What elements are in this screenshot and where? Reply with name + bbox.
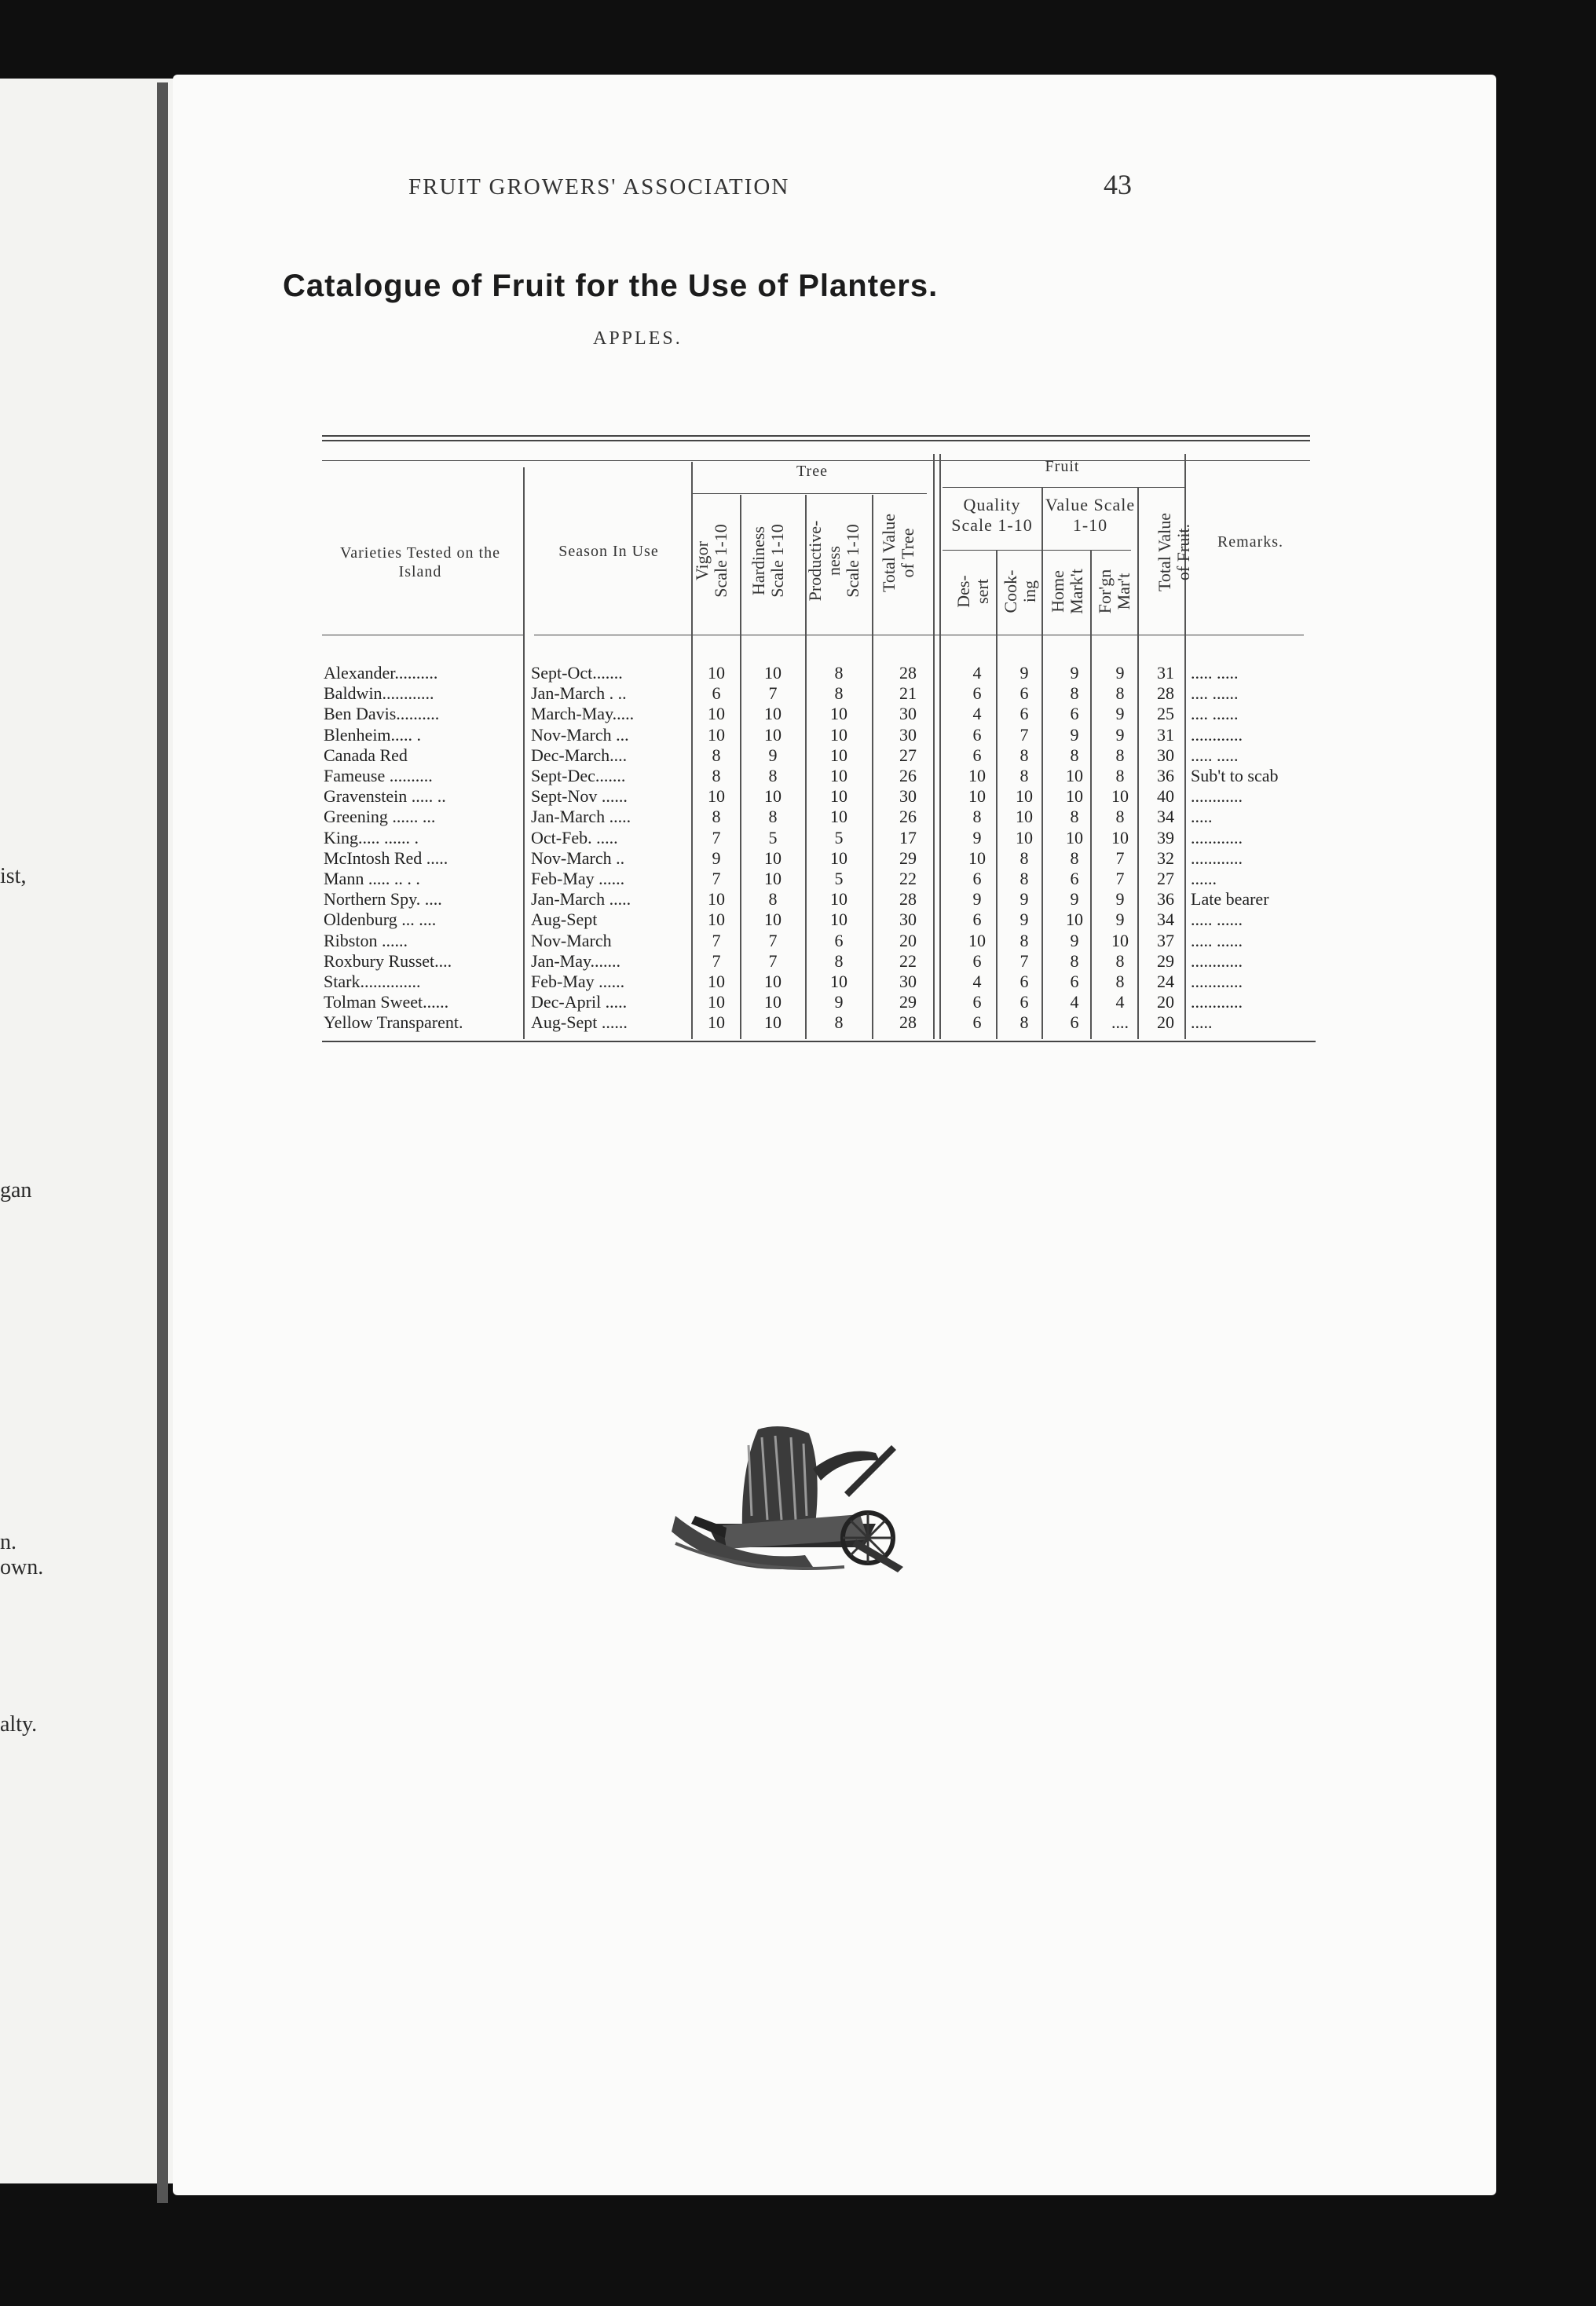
cell-variety: Fameuse ..........: [324, 766, 433, 785]
column-divider: [740, 495, 741, 1039]
cell-foreign: 4: [1115, 992, 1125, 1012]
cell-season: Jan-March .....: [531, 889, 631, 910]
page-gutter: [157, 82, 168, 2203]
cell-dessert: 6: [972, 745, 982, 765]
cell-remarks: ............: [1191, 786, 1243, 807]
cell-remarks: ............: [1191, 827, 1243, 847]
cell-productiveness: 10: [830, 786, 847, 807]
cell-total-tree: 28: [899, 663, 917, 683]
cell-dessert: 10: [968, 847, 986, 868]
cell-dessert: 6: [972, 1012, 982, 1033]
cell-total-fruit: 29: [1157, 950, 1174, 971]
productiveness-column-header: Productive- ness Scale 1-10: [805, 520, 862, 602]
cell-foreign: ....: [1111, 1012, 1129, 1033]
cell-total-fruit: 30: [1157, 745, 1174, 765]
cell-total-tree: 30: [899, 910, 917, 930]
cell-home: 8: [1070, 807, 1079, 827]
cell-remarks: ......: [1191, 869, 1217, 888]
cell-home: 8: [1070, 847, 1079, 868]
cell-productiveness: 9: [834, 992, 844, 1012]
cell-cooking: 9: [1019, 910, 1029, 930]
cell-productiveness: 8: [834, 1012, 844, 1033]
cell-home: 9: [1070, 889, 1079, 910]
cell-total-tree: 30: [899, 704, 917, 724]
cell-remarks: ............: [1191, 847, 1243, 868]
cell-productiveness: 10: [830, 889, 847, 910]
cell-home: 8: [1070, 683, 1079, 704]
cell-productiveness: 10: [830, 724, 847, 745]
cell-home: 10: [1066, 786, 1083, 807]
cell-dessert: 4: [972, 663, 982, 683]
cell-cooking: 9: [1019, 889, 1029, 910]
cell-cooking: 10: [1016, 807, 1033, 827]
cell-dessert: 8: [972, 807, 982, 827]
cell-vigor: 7: [712, 869, 721, 888]
cell-cooking: 6: [1019, 972, 1029, 991]
cell-total-fruit: 20: [1157, 1012, 1174, 1033]
cell-remarks: ..... .....: [1191, 745, 1239, 765]
cell-hardiness: 8: [768, 807, 778, 827]
cell-vigor: 10: [708, 992, 725, 1012]
cell-total-fruit: 37: [1157, 930, 1174, 950]
home-market-column-header: Home Mark't: [1048, 569, 1086, 614]
total-fruit-column-header: Total Value of Fruit.: [1155, 512, 1193, 592]
cell-total-fruit: 24: [1157, 972, 1174, 991]
wheelbarrow-harvest-vignette-icon: [546, 1422, 939, 1583]
season-column-header: Season In Use: [558, 543, 659, 560]
cell-productiveness: 10: [830, 972, 847, 991]
cell-foreign: 9: [1115, 724, 1125, 745]
cell-variety: King..... ...... .: [324, 827, 419, 847]
cell-dessert: 6: [972, 910, 982, 930]
cell-remarks: ..... ......: [1191, 910, 1243, 930]
cell-hardiness: 10: [764, 910, 782, 930]
cell-total-fruit: 27: [1157, 869, 1174, 888]
cell-productiveness: 10: [830, 807, 847, 827]
cell-total-fruit: 40: [1157, 786, 1174, 807]
cell-total-tree: 30: [899, 724, 917, 745]
cell-dessert: 6: [972, 683, 982, 704]
column-divider: [872, 495, 873, 1039]
cell-total-fruit: 31: [1157, 724, 1174, 745]
cell-productiveness: 10: [830, 745, 847, 765]
cell-dessert: 6: [972, 724, 982, 745]
cell-cooking: 7: [1019, 950, 1029, 971]
cell-variety: Canada Red: [324, 745, 408, 765]
cell-home: 10: [1066, 827, 1083, 847]
cell-hardiness: 10: [764, 663, 782, 683]
column-divider: [933, 454, 935, 1039]
cell-foreign: 8: [1115, 745, 1125, 765]
column-divider: [996, 550, 998, 1039]
cell-total-tree: 29: [899, 992, 917, 1012]
cell-home: 9: [1070, 930, 1079, 950]
cell-hardiness: 5: [768, 827, 778, 847]
cell-total-tree: 26: [899, 807, 917, 827]
cell-total-tree: 22: [899, 950, 917, 971]
cell-productiveness: 6: [834, 930, 844, 950]
cell-cooking: 9: [1019, 663, 1029, 683]
cell-productiveness: 10: [830, 704, 847, 724]
cooking-column-header: Cook- ing: [1001, 569, 1039, 613]
column-divider: [939, 454, 941, 1039]
cell-total-tree: 28: [899, 889, 917, 910]
cell-home: 9: [1070, 724, 1079, 745]
cell-hardiness: 7: [768, 930, 778, 950]
cell-total-fruit: 34: [1157, 807, 1174, 827]
cell-season: Aug-Sept: [531, 910, 598, 930]
cell-total-fruit: 34: [1157, 910, 1174, 930]
cell-season: Aug-Sept ......: [531, 1012, 628, 1033]
cell-total-tree: 21: [899, 683, 917, 704]
cell-dessert: 9: [972, 827, 982, 847]
cell-season: Dec-March....: [531, 745, 628, 765]
cell-remarks: ............: [1191, 972, 1243, 991]
cell-remarks: .... ......: [1191, 683, 1239, 704]
cell-productiveness: 10: [830, 910, 847, 930]
cell-total-tree: 17: [899, 827, 917, 847]
cell-cooking: 6: [1019, 704, 1029, 724]
cell-vigor: 7: [712, 930, 721, 950]
cell-total-fruit: 39: [1157, 827, 1174, 847]
cell-hardiness: 7: [768, 950, 778, 971]
varieties-column-header: Varieties Tested on the Island: [340, 544, 500, 580]
table-top-rule: [322, 435, 1310, 437]
fruit-group-header: Fruit: [1045, 458, 1080, 475]
cell-total-tree: 28: [899, 1012, 917, 1033]
cell-home: 10: [1066, 766, 1083, 785]
left-page-fragment: n.: [0, 1530, 16, 1554]
section-subtitle: APPLES.: [593, 328, 683, 349]
cell-variety: McIntosh Red .....: [324, 847, 448, 868]
quality-group-header: Quality Scale 1-10: [951, 495, 1033, 535]
cell-remarks: .....: [1191, 1012, 1213, 1033]
foreign-market-column-header: For'gn Mar't: [1095, 569, 1133, 614]
cell-cooking: 8: [1019, 766, 1029, 785]
cell-cooking: 8: [1019, 1012, 1029, 1033]
cell-variety: Oldenburg ... ....: [324, 910, 437, 930]
cell-total-fruit: 36: [1157, 766, 1174, 785]
table-bottom-rule: [322, 1041, 1316, 1042]
cell-remarks: ............: [1191, 950, 1243, 971]
cell-vigor: 10: [708, 972, 725, 991]
cell-foreign: 7: [1115, 847, 1125, 868]
cell-hardiness: 10: [764, 847, 782, 868]
cell-productiveness: 8: [834, 683, 844, 704]
cell-foreign: 10: [1111, 930, 1129, 950]
value-group-header: Value Scale 1-10: [1045, 495, 1136, 535]
fruit-group-rule: [943, 487, 1184, 488]
running-title: FRUIT GROWERS' ASSOCIATION: [408, 174, 790, 199]
cell-hardiness: 10: [764, 972, 782, 991]
cell-remarks: ..... .....: [1191, 663, 1239, 683]
cell-vigor: 8: [712, 807, 721, 827]
cell-foreign: 8: [1115, 807, 1125, 827]
cell-season: Nov-March ...: [531, 724, 629, 745]
cell-productiveness: 10: [830, 766, 847, 785]
cell-dessert: 10: [968, 766, 986, 785]
cell-home: 9: [1070, 663, 1079, 683]
cell-productiveness: 5: [834, 827, 844, 847]
cell-total-tree: 22: [899, 869, 917, 888]
cell-dessert: 10: [968, 786, 986, 807]
cell-cooking: 10: [1016, 786, 1033, 807]
cell-cooking: 8: [1019, 745, 1029, 765]
cell-productiveness: 10: [830, 847, 847, 868]
cell-home: 6: [1070, 1012, 1079, 1033]
cell-vigor: 10: [708, 724, 725, 745]
cell-remarks: ..... ......: [1191, 930, 1243, 950]
tree-group-rule: [693, 493, 927, 494]
cell-hardiness: 7: [768, 683, 778, 704]
cell-total-fruit: 31: [1157, 663, 1174, 683]
cell-foreign: 10: [1111, 786, 1129, 807]
cell-hardiness: 10: [764, 786, 782, 807]
cell-hardiness: 10: [764, 724, 782, 745]
cell-foreign: 8: [1115, 683, 1125, 704]
cell-season: March-May.....: [531, 704, 635, 724]
cell-variety: Mann ..... .. . .: [324, 869, 420, 888]
cell-total-fruit: 20: [1157, 992, 1174, 1012]
cell-total-fruit: 28: [1157, 683, 1174, 704]
cell-vigor: 10: [708, 704, 725, 724]
cell-home: 6: [1070, 869, 1079, 888]
cell-foreign: 8: [1115, 972, 1125, 991]
cell-foreign: 9: [1115, 910, 1125, 930]
cell-foreign: 9: [1115, 704, 1125, 724]
cell-season: Nov-March: [531, 930, 612, 950]
cell-foreign: 9: [1115, 663, 1125, 683]
cell-variety: Northern Spy. ....: [324, 889, 442, 910]
cell-remarks: .....: [1191, 807, 1213, 827]
cell-vigor: 7: [712, 950, 721, 971]
page-number: 43: [1104, 169, 1132, 200]
cell-variety: Ben Davis..........: [324, 704, 440, 724]
cell-cooking: 8: [1019, 847, 1029, 868]
cell-dessert: 4: [972, 972, 982, 991]
page-title: Catalogue of Fruit for the Use of Planters.: [283, 269, 939, 303]
table-top-rule: [322, 440, 1310, 441]
cell-home: 8: [1070, 950, 1079, 971]
vigor-column-header: Vigor Scale 1-10: [692, 524, 730, 598]
cell-season: Oct-Feb. .....: [531, 827, 618, 847]
cell-vigor: 8: [712, 766, 721, 785]
cell-variety: Gravenstein ..... ..: [324, 786, 446, 807]
cell-cooking: 10: [1016, 827, 1033, 847]
cell-home: 6: [1070, 972, 1079, 991]
cell-variety: Roxbury Russet....: [324, 950, 452, 971]
cell-total-tree: 20: [899, 930, 917, 950]
cell-hardiness: 10: [764, 869, 782, 888]
cell-hardiness: 8: [768, 889, 778, 910]
tree-group-header: Tree: [796, 463, 828, 480]
cell-vigor: 10: [708, 663, 725, 683]
cell-dessert: 6: [972, 869, 982, 888]
cell-dessert: 10: [968, 930, 986, 950]
cell-dessert: 4: [972, 704, 982, 724]
cell-total-tree: 30: [899, 786, 917, 807]
left-page-fragment: own.: [0, 1555, 44, 1579]
cell-season: Feb-May ......: [531, 869, 625, 888]
cell-hardiness: 9: [768, 745, 778, 765]
cell-season: Nov-March ..: [531, 847, 625, 868]
cell-variety: Yellow Transparent.: [324, 1012, 463, 1033]
cell-variety: Stark..............: [324, 972, 421, 991]
cell-vigor: 10: [708, 1012, 725, 1033]
cell-total-tree: 30: [899, 972, 917, 991]
cell-cooking: 8: [1019, 869, 1029, 888]
left-page-fragment: gan: [0, 1178, 32, 1202]
cell-total-tree: 27: [899, 745, 917, 765]
cell-season: Jan-March . ..: [531, 683, 627, 704]
cell-season: Sept-Oct.......: [531, 663, 623, 683]
cell-season: Jan-May.......: [531, 950, 621, 971]
cell-home: 10: [1066, 910, 1083, 930]
cell-foreign: 8: [1115, 766, 1125, 785]
cell-variety: Baldwin............: [324, 683, 434, 704]
cell-remarks: ............: [1191, 992, 1243, 1012]
cell-vigor: 9: [712, 847, 721, 868]
cell-remarks: .... ......: [1191, 704, 1239, 724]
hardiness-column-header: Hardiness Scale 1-10: [749, 524, 787, 598]
cell-foreign: 7: [1115, 869, 1125, 888]
cell-dessert: 6: [972, 950, 982, 971]
cell-dessert: 9: [972, 889, 982, 910]
cell-hardiness: 8: [768, 766, 778, 785]
cell-cooking: 6: [1019, 683, 1029, 704]
cell-variety: Ribston ......: [324, 930, 408, 950]
left-page-fragment: ist,: [0, 864, 27, 888]
total-tree-column-header: Total Value of Tree: [879, 513, 917, 593]
cell-variety: Alexander..........: [324, 663, 438, 683]
cell-season: Feb-May ......: [531, 972, 625, 991]
page: [173, 75, 1496, 2195]
cell-hardiness: 10: [764, 992, 782, 1012]
cell-vigor: 10: [708, 786, 725, 807]
cell-foreign: 10: [1111, 827, 1129, 847]
cell-vigor: 8: [712, 745, 721, 765]
dessert-column-header: Des- sert: [954, 575, 992, 608]
cell-dessert: 6: [972, 992, 982, 1012]
cell-vigor: 7: [712, 827, 721, 847]
quality-value-rule: [943, 550, 1131, 551]
cell-variety: Tolman Sweet......: [324, 992, 449, 1012]
cell-vigor: 10: [708, 889, 725, 910]
cell-hardiness: 10: [764, 704, 782, 724]
cell-total-fruit: 25: [1157, 704, 1174, 724]
cell-home: 4: [1070, 992, 1079, 1012]
cell-foreign: 8: [1115, 950, 1125, 971]
cell-home: 6: [1070, 704, 1079, 724]
cell-vigor: 6: [712, 683, 721, 704]
cell-total-tree: 29: [899, 847, 917, 868]
cell-variety: Blenheim..... .: [324, 724, 422, 745]
cell-remarks: ............: [1191, 724, 1243, 745]
left-page-fragment: alty.: [0, 1712, 38, 1737]
cell-season: Dec-April .....: [531, 992, 628, 1012]
cell-season: Jan-March .....: [531, 807, 631, 827]
remarks-column-header: Remarks.: [1217, 533, 1284, 551]
cell-productiveness: 8: [834, 950, 844, 971]
cell-hardiness: 10: [764, 1012, 782, 1033]
cell-vigor: 10: [708, 910, 725, 930]
cell-cooking: 7: [1019, 724, 1029, 745]
cell-productiveness: 5: [834, 869, 844, 888]
cell-home: 8: [1070, 745, 1079, 765]
cell-cooking: 8: [1019, 930, 1029, 950]
cell-foreign: 9: [1115, 889, 1125, 910]
cell-season: Sept-Nov ......: [531, 786, 628, 807]
cell-season: Sept-Dec.......: [531, 766, 626, 785]
cell-total-fruit: 32: [1157, 847, 1174, 868]
cell-remarks: Late bearer: [1191, 889, 1269, 910]
cell-total-fruit: 36: [1157, 889, 1174, 910]
cell-remarks: Sub't to scab: [1191, 766, 1279, 785]
cell-cooking: 6: [1019, 992, 1029, 1012]
cell-total-tree: 26: [899, 766, 917, 785]
cell-productiveness: 8: [834, 663, 844, 683]
column-divider: [523, 467, 525, 1039]
cell-variety: Greening ...... ...: [324, 807, 436, 827]
